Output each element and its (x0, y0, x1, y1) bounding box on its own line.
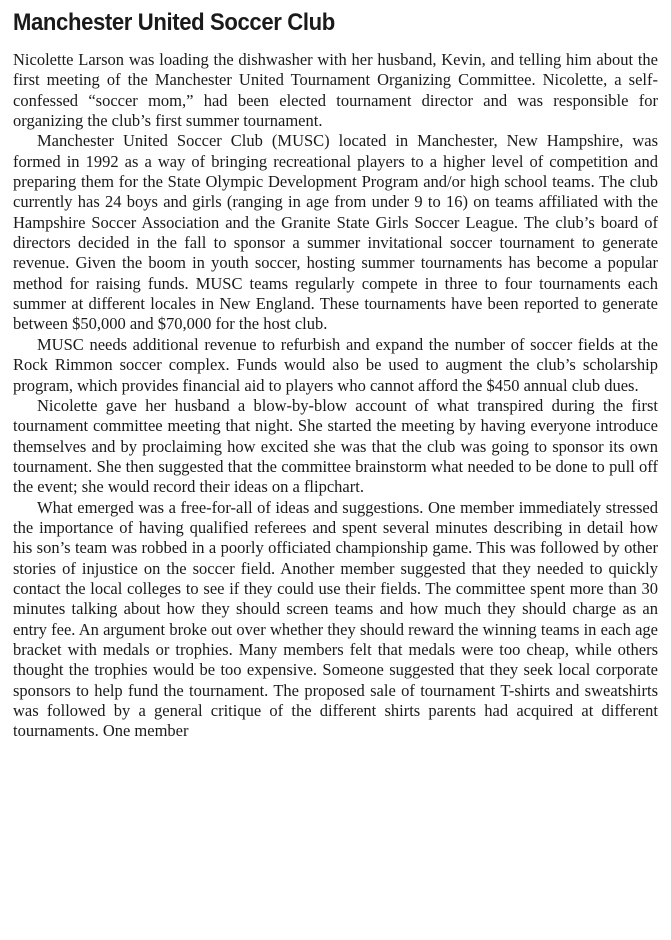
paragraph-1: Nicolette Larson was loading the dishwasher with her husband, Kevin, and telling him about the first meeting of the Manchester United Tournament Organizing Committee. Nicolette, a self-confessed “soccer mom,” had been elected tournament director and was responsible for organizing the club’s first summer tournament. (13, 50, 658, 131)
paragraph-3: MUSC needs additional revenue to refurbish and expand the number of soccer fields at the Rock Rimmon soccer complex. Funds would also be used to augment the club’s scholarship program, which provides financial aid to players who cannot afford the $450 annual club dues. (13, 334, 658, 395)
page-title: Manchester United Soccer Club (13, 9, 335, 36)
document-body (13, 50, 658, 742)
page-bottom-edge (0, 934, 671, 940)
paragraph-4: Nicolette gave her husband a blow-by-blow account of what transpired during the first tournament committee meeting that night. She started the meeting by having everyone introduce themselves and by proclaiming how excited she was that the club was going to sponsor its own tournament. She then suggested that the committee brainstorm what needed to be done to pull off the event; she would record their ideas on a flipchart. (13, 395, 658, 497)
paragraph-2: Manchester United Soccer Club (MUSC) located in Manchester, New Hampshire, was formed in 1992 as a way of bringing recreational players to a higher level of competition and preparing them for the State Olympic Development Program and/or high school teams. The club currently has 24 boys and girls (ranging in age from under 9 to 16) on teams affiliated with the Hampshire Soccer Association and the Granite State Girls Soccer League. The club’s board of directors decided in the fall to sponsor a summer invitational soccer tournament to generate revenue. Given the boom in youth soccer, hosting summer tournaments has become a popular method for raising funds. MUSC teams regularly compete in three to four tournaments each summer at different locales in New England. These tournaments have been reported to generate between $50,000 and $70,000 for the host club. (13, 131, 658, 334)
paragraph-5: What emerged was a free-for-all of ideas and suggestions. One member immediately stressed the importance of having qualified referees and spent several minutes describing in detail how his son’s team was robbed in a poorly officiated championship game. This was followed by other stories of injustice on the soccer field. Another member suggested that they needed to quickly contact the local colleges to see if they could use their fields. The committee spent more than 30 minutes talking about how they should screen teams and how much they should charge as an entry fee. An argument broke out over whether they should reward the winning teams in each age bracket with medals or trophies. Many members felt that medals were too cheap, while others thought the trophies would be too expensive. Someone suggested that they seek local corporate sponsors to help fund the tournament. The proposed sale of tournament T-shirts and sweatshirts was followed by a general critique of the different shirts parents had acquired at different tournaments. One member (13, 497, 658, 741)
document-page (13, 0, 658, 742)
